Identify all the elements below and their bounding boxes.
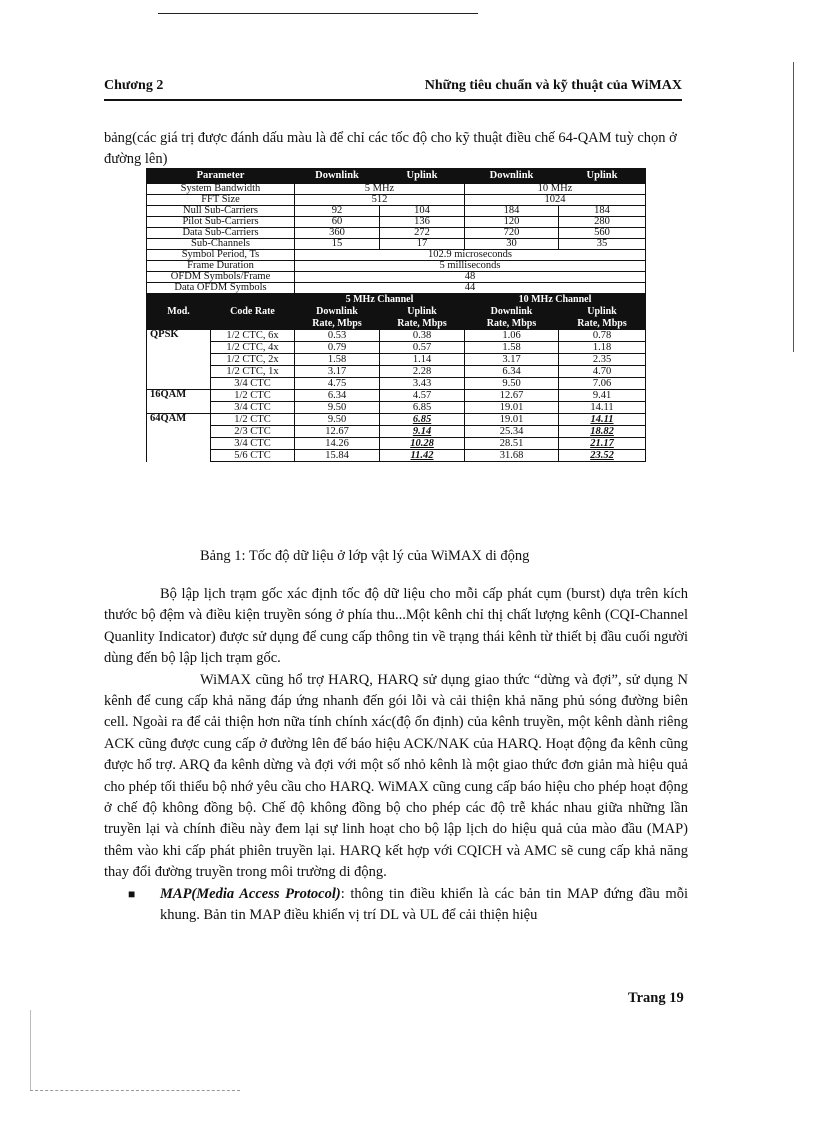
chapter-label: Chương 2 xyxy=(104,78,164,93)
param-value: 15 xyxy=(295,239,380,250)
rate-cell: 9.41 xyxy=(559,390,646,402)
rate-cell: 9.50 xyxy=(295,414,380,426)
rate-cell: 3.43 xyxy=(380,378,465,390)
rate-cell: 4.57 xyxy=(380,390,465,402)
rate-cell: 14.11 xyxy=(559,414,646,426)
rate-cell: 14.11 xyxy=(559,402,646,414)
rate-cell: 21.17 xyxy=(559,438,646,450)
table-row xyxy=(147,378,646,390)
rate-cell: 6.34 xyxy=(295,390,380,402)
code-rate-cell: 2/3 CTC xyxy=(211,426,295,438)
bullet-item xyxy=(104,884,688,927)
col-downlink: Downlink xyxy=(465,306,559,318)
code-rate-cell: 3/4 CTC xyxy=(211,378,295,390)
param-label: Data OFDM Symbols xyxy=(147,283,295,294)
table-row xyxy=(147,342,646,354)
rate-cell: 1.58 xyxy=(465,342,559,354)
col-unit: Rate, Mbps xyxy=(295,318,380,330)
param-value: 512 xyxy=(295,195,465,206)
col-downlink-5: Downlink xyxy=(295,169,380,184)
param-value: 720 xyxy=(465,228,559,239)
table-row xyxy=(147,414,646,426)
code-rate-cell: 1/2 CTC xyxy=(211,414,295,426)
col-uplink-5: Uplink xyxy=(380,169,465,184)
table-row xyxy=(147,195,646,206)
table-row xyxy=(147,330,646,342)
bullet-text: : thông tin điều khiển là các bản tin MAP đứng đầu mỗi khung. Bản tin MAP điều khiển vị trí DL và UL để cải thiện hiệu xyxy=(160,885,688,924)
col-uplink-10: Uplink xyxy=(559,169,646,184)
table-row xyxy=(147,272,646,283)
paragraph: WiMAX cũng hổ trợ HARQ, HARQ sử dụng giao thức “dừng và đợi”, sử dụng N kênh để cung cấp khả năng đáp ứng nhanh đến gói lỗi và cải thiện khả năng phủ sóng đường biên cell. Ngoài ra để cải thiện hơn nữa tính chính xác(độ ổn định) của kênh truyền, một kênh dành riêng ACK cũng được cung cấp ở đường lên để báo hiệu ACK/NAK của HARQ. Hoạt động đa kênh cũng được hổ trợ. ARQ đa kênh dừng và đợi với một số nhỏ kênh là một giao thức đơn giản mà hiệu quả cho phép tối thiểu bộ nhớ yêu cầu cho HARQ. WiMAX cũng cung cấp báo hiệu cho phép hoạt động ở chế độ không đồng bộ. Chế độ không đồng bộ cho phép các độ trễ khác nhau giữa những lần truyền lại và chính điều này đem lại sự linh hoạt cho bộ lập lịch do hiệu quả của mào đầu (MAP) thêm vào khi cấp phát phiên truyền lại. HARQ kết hợp với CQICH và AMC sẽ cung cấp khả năng thay đổi đường truyền trong môi trường di động. xyxy=(104,671,688,881)
rate-cell: 12.67 xyxy=(465,390,559,402)
param-label: Symbol Period, Ts xyxy=(147,250,295,261)
scan-edge-line xyxy=(30,1010,31,1090)
rate-cell: 6.34 xyxy=(465,366,559,378)
rate-cell: 0.78 xyxy=(559,330,646,342)
param-value: 92 xyxy=(295,206,380,217)
mod-cell: QPSK xyxy=(147,330,211,390)
rate-cell: 9.14 xyxy=(380,426,465,438)
top-rule xyxy=(158,13,478,14)
param-value: 280 xyxy=(559,217,646,228)
page-number: Trang 19 xyxy=(628,990,684,1006)
footer-dash xyxy=(30,1090,240,1092)
code-rate-cell: 1/2 CTC, 4x xyxy=(211,342,295,354)
param-value: 120 xyxy=(465,217,559,228)
code-rate-cell: 3/4 CTC xyxy=(211,438,295,450)
rate-cell: 9.50 xyxy=(295,402,380,414)
rate-cell: 11.42 xyxy=(380,450,465,462)
rate-cell: 31.68 xyxy=(465,450,559,462)
col-code-rate: Code Rate xyxy=(211,294,295,330)
rate-header-row xyxy=(147,294,646,306)
param-label: Data Sub-Carriers xyxy=(147,228,295,239)
col-5mhz-channel: 5 MHz Channel xyxy=(295,294,465,306)
rate-cell: 3.17 xyxy=(295,366,380,378)
mod-cell: 64QAM xyxy=(147,414,211,462)
rate-cell: 4.70 xyxy=(559,366,646,378)
table-row xyxy=(147,354,646,366)
table-row xyxy=(147,261,646,272)
intro-text: bảng(các giá trị được đánh dấu màu là để chỉ các tốc độ cho kỹ thuật điều chế 64-QAM tuỳ chọn ở đường lên) xyxy=(104,130,677,167)
rate-body xyxy=(147,330,646,462)
bullet-title: MAP(Media Access Protocol) xyxy=(160,885,341,902)
table-row xyxy=(147,228,646,239)
param-label: Null Sub-Carriers xyxy=(147,206,295,217)
rate-cell: 28.51 xyxy=(465,438,559,450)
rate-cell: 19.01 xyxy=(465,402,559,414)
param-label: Pilot Sub-Carriers xyxy=(147,217,295,228)
table-row xyxy=(147,283,646,294)
param-value: 560 xyxy=(559,228,646,239)
table-row xyxy=(147,184,646,195)
body-text xyxy=(104,584,688,927)
rate-cell: 4.75 xyxy=(295,378,380,390)
param-label: Sub-Channels xyxy=(147,239,295,250)
rate-cell: 9.50 xyxy=(465,378,559,390)
rate-cell: 18.82 xyxy=(559,426,646,438)
page-header xyxy=(104,78,682,98)
table-row xyxy=(147,250,646,261)
param-value: 5 milliseconds xyxy=(295,261,646,272)
mod-cell: 16QAM xyxy=(147,390,211,414)
param-value: 272 xyxy=(380,228,465,239)
rate-cell: 0.38 xyxy=(380,330,465,342)
table-row xyxy=(147,366,646,378)
code-rate-cell: 5/6 CTC xyxy=(211,450,295,462)
param-value: 30 xyxy=(465,239,559,250)
rate-cell: 6.85 xyxy=(380,402,465,414)
rate-cell: 1.06 xyxy=(465,330,559,342)
code-rate-cell: 1/2 CTC, 1x xyxy=(211,366,295,378)
rate-cell: 1.14 xyxy=(380,354,465,366)
param-value: 1024 xyxy=(465,195,646,206)
rate-cell: 0.57 xyxy=(380,342,465,354)
code-rate-cell: 1/2 CTC, 2x xyxy=(211,354,295,366)
table-row xyxy=(147,206,646,217)
table-row xyxy=(147,217,646,228)
table-row xyxy=(147,390,646,402)
col-unit: Rate, Mbps xyxy=(465,318,559,330)
rate-cell: 23.52 xyxy=(559,450,646,462)
param-value: 35 xyxy=(559,239,646,250)
param-value: 102.9 microseconds xyxy=(295,250,646,261)
col-uplink: Uplink xyxy=(380,306,465,318)
code-rate-cell: 1/2 CTC xyxy=(211,390,295,402)
col-unit: Rate, Mbps xyxy=(559,318,646,330)
param-label: OFDM Symbols/Frame xyxy=(147,272,295,283)
code-rate-cell: 1/2 CTC, 6x xyxy=(211,330,295,342)
param-label: System Bandwidth xyxy=(147,184,295,195)
rate-cell: 1.18 xyxy=(559,342,646,354)
rate-cell: 2.28 xyxy=(380,366,465,378)
param-label: Frame Duration xyxy=(147,261,295,272)
rate-cell: 25.34 xyxy=(465,426,559,438)
scan-edge-line xyxy=(793,62,794,352)
header-title: Những tiêu chuẩn và kỹ thuật của WiMAX xyxy=(424,78,682,93)
wimax-rate-table xyxy=(146,168,646,462)
col-10mhz-channel: 10 MHz Channel xyxy=(465,294,646,306)
code-rate-cell: 3/4 CTC xyxy=(211,402,295,414)
rate-cell: 6.85 xyxy=(380,414,465,426)
table-row xyxy=(147,450,646,462)
rate-cell: 3.17 xyxy=(465,354,559,366)
param-value: 44 xyxy=(295,283,646,294)
table-row xyxy=(147,438,646,450)
rate-cell: 0.53 xyxy=(295,330,380,342)
rate-cell: 7.06 xyxy=(559,378,646,390)
col-mod: Mod. xyxy=(147,294,211,330)
param-value: 5 MHz xyxy=(295,184,465,195)
param-value: 184 xyxy=(465,206,559,217)
table-row xyxy=(147,239,646,250)
bullet-icon: ■ xyxy=(128,886,136,901)
paragraph: Bộ lập lịch trạm gốc xác định tốc độ dữ liệu cho mỗi cấp phát cụm (burst) dựa trên kích thước bộ đệm và điều kiện truyền sóng ở phía thu...Một kênh chỉ thị chất lượng kênh (CQI-Channel Quanlity Indicator) được sử dụng để cung cấp thông tin về trạng thái kênh từ thiết bị đầu cuối người dùng đến bộ lập lịch trạm gốc. xyxy=(104,586,688,667)
table-row xyxy=(147,402,646,414)
param-value: 360 xyxy=(295,228,380,239)
rate-cell: 0.79 xyxy=(295,342,380,354)
col-unit: Rate, Mbps xyxy=(380,318,465,330)
rate-cell: 15.84 xyxy=(295,450,380,462)
col-downlink-10: Downlink xyxy=(465,169,559,184)
param-value: 60 xyxy=(295,217,380,228)
rate-cell: 12.67 xyxy=(295,426,380,438)
param-value: 136 xyxy=(380,217,465,228)
param-label: FFT Size xyxy=(147,195,295,206)
param-value: 48 xyxy=(295,272,646,283)
rate-cell: 19.01 xyxy=(465,414,559,426)
rate-cell: 1.58 xyxy=(295,354,380,366)
col-uplink: Uplink xyxy=(559,306,646,318)
table-row xyxy=(147,426,646,438)
rate-cell: 14.26 xyxy=(295,438,380,450)
col-downlink: Downlink xyxy=(295,306,380,318)
header-rule xyxy=(104,99,682,101)
table-caption: Bảng 1: Tốc độ dữ liệu ở lớp vật lý của WiMAX di động xyxy=(200,548,530,564)
table-header-row xyxy=(147,169,646,184)
param-value: 184 xyxy=(559,206,646,217)
rate-cell: 10.28 xyxy=(380,438,465,450)
col-parameter: Parameter xyxy=(147,169,295,184)
param-value: 104 xyxy=(380,206,465,217)
param-value: 17 xyxy=(380,239,465,250)
rate-cell: 2.35 xyxy=(559,354,646,366)
param-value: 10 MHz xyxy=(465,184,646,195)
